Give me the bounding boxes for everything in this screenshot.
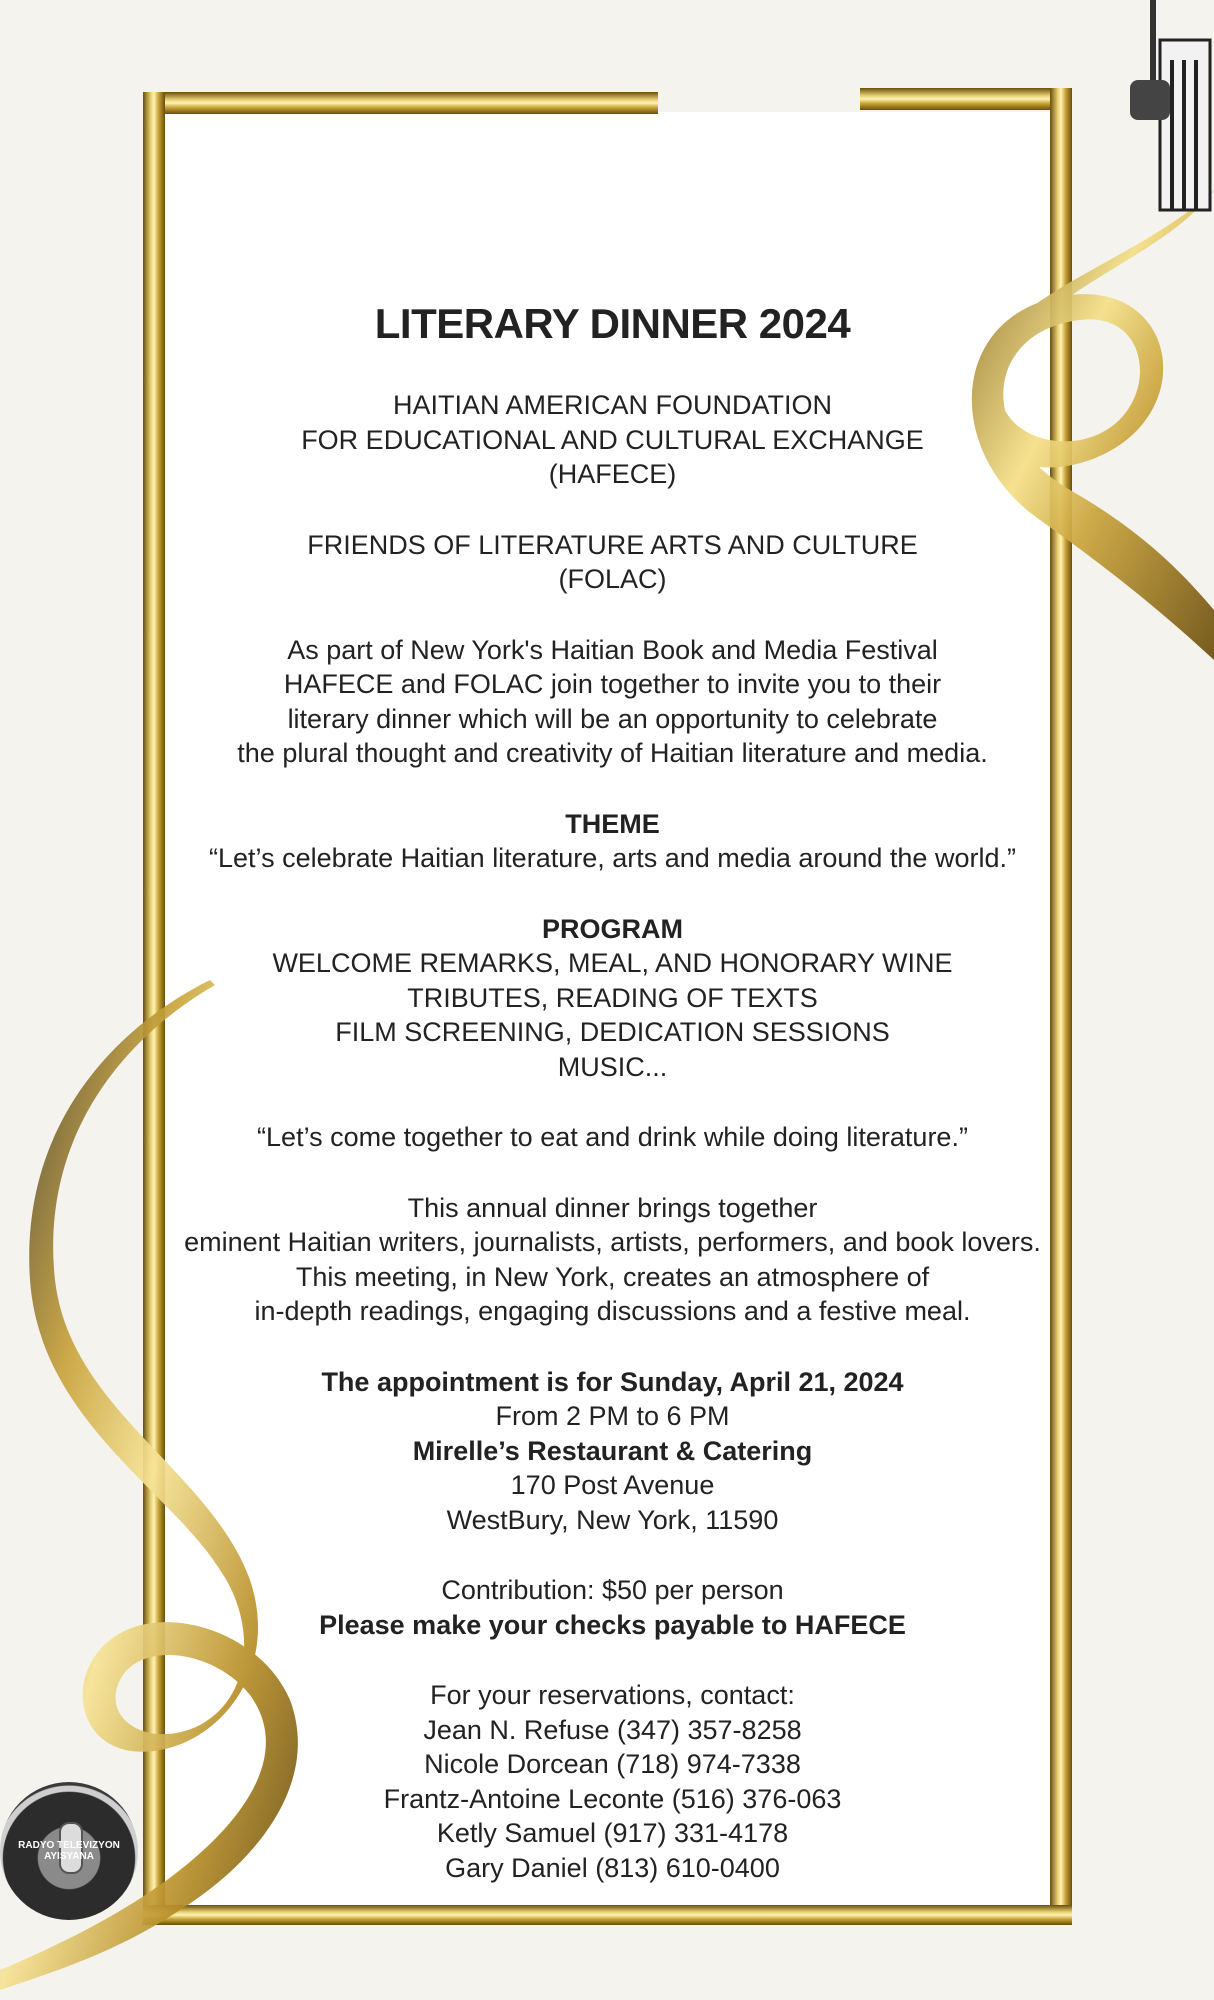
program-item: MUSIC... [557, 1051, 668, 1082]
contact-line: Jean N. Refuse (347) 357-8258 [423, 1714, 802, 1745]
program-item: FILM SCREENING, DEDICATION SESSIONS [335, 1017, 890, 1047]
contact-line: Gary Daniel (813) 610-0400 [445, 1852, 780, 1883]
event-city: WestBury, New York, 11590 [446, 1504, 779, 1535]
contribution-price: Contribution: $50 per person [441, 1575, 784, 1605]
intro-line: As part of New York's Haitian Book and Media Festival [287, 634, 938, 665]
gold-frame-top-left [143, 92, 658, 114]
contact-line: Nicole Dorcean (718) 974-7338 [424, 1749, 801, 1779]
program-item: WELCOME REMARKS, MEAL, AND HONORARY WINE [272, 948, 953, 978]
theme-text: “Let’s celebrate Haitian literature, arts and media around the world.” [209, 843, 1016, 873]
event-street: 170 Post Avenue [510, 1470, 715, 1500]
contact-line: Frantz-Antoine Leconte (516) 376-063 [383, 1783, 842, 1814]
flyer-content [165, 300, 1060, 1885]
badge-label: RADYO TELEVIZYON AYISYANA [18, 1840, 120, 1862]
program-heading: PROGRAM [542, 913, 683, 944]
org1-line3: (HAFECE) [548, 459, 677, 489]
radio-badge-logo [0, 1782, 138, 1920]
checks-payable: Please make your checks payable to HAFECE [319, 1609, 906, 1640]
program-item: TRIBUTES, READING OF TEXTS [407, 982, 818, 1013]
theme-heading: THEME [565, 808, 660, 839]
gold-frame-top-right [860, 88, 1070, 110]
intro-line: the plural thought and creativity of Haitian literature and media. [237, 738, 988, 768]
intro-line: literary dinner which will be an opportunity to celebrate [287, 703, 938, 734]
org1-line2: FOR EDUCATIONAL AND CULTURAL EXCHANGE [301, 424, 924, 455]
description-line: eminent Haitian writers, journalists, artists, performers, and book lovers. [184, 1227, 1041, 1257]
event-date: The appointment is for Sunday, April 21, 2024 [321, 1366, 904, 1397]
description-line: in-depth readings, engaging discussions and a festive meal. [254, 1296, 971, 1326]
intro-line: HAFECE and FOLAC join together to invite you to their [283, 669, 942, 699]
org2-line1: FRIENDS OF LITERATURE ARTS AND CULTURE [307, 529, 918, 560]
event-time: From 2 PM to 6 PM [495, 1401, 730, 1431]
binder-clip-icon [1130, 0, 1214, 218]
org1-line1: HAITIAN AMERICAN FOUNDATION [392, 390, 833, 420]
event-title: LITERARY DINNER 2024 [374, 300, 851, 347]
quote: “Let’s come together to eat and drink while doing literature.” [257, 1122, 968, 1152]
reservations-heading: For your reservations, contact: [430, 1680, 795, 1710]
description-line: This meeting, in New York, creates an atmosphere of [295, 1261, 930, 1292]
event-venue: Mirelle’s Restaurant & Catering [412, 1435, 813, 1466]
contact-line: Ketly Samuel (917) 331-4178 [436, 1818, 789, 1848]
org2-line2: (FOLAC) [558, 564, 667, 594]
description-line: This annual dinner brings together [407, 1192, 818, 1223]
